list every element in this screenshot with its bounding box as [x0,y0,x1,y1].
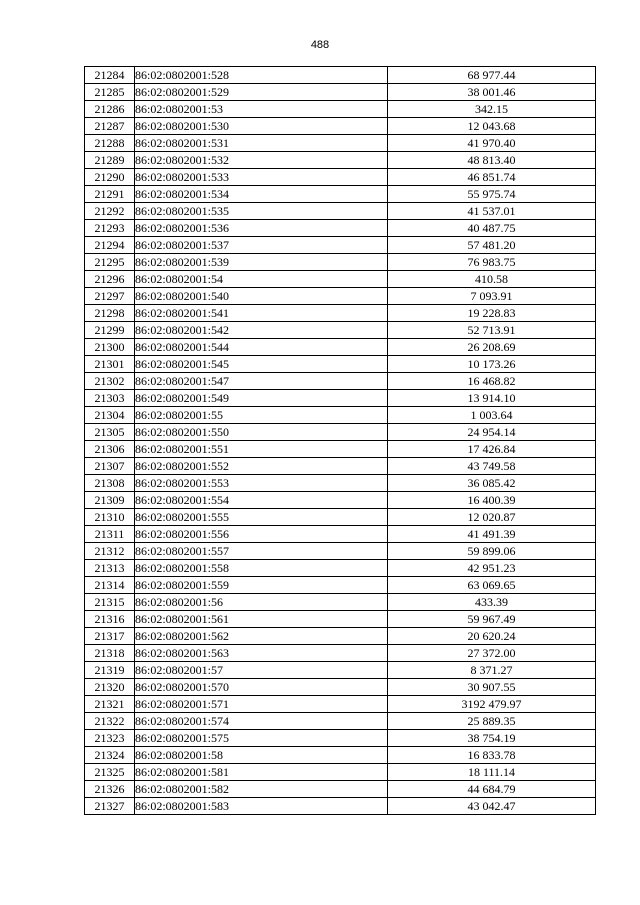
table-row [85,254,596,271]
cadastral-number-cell: 86:02:0802001:537 [135,237,388,254]
value-cell: 16 833.78 [388,747,596,764]
row-number-cell: 21289 [85,152,135,169]
table-row [85,526,596,543]
row-number-cell: 21316 [85,611,135,628]
table-row [85,305,596,322]
value-cell: 10 173.26 [388,356,596,373]
row-number-cell: 21325 [85,764,135,781]
value-cell: 7 093.91 [388,288,596,305]
table-row [85,356,596,373]
row-number-cell: 21309 [85,492,135,509]
value-cell: 48 813.40 [388,152,596,169]
row-number-cell: 21292 [85,203,135,220]
page-number: 488 [310,39,330,51]
cadastral-number-cell: 86:02:0802001:528 [135,67,388,84]
table-row [85,373,596,390]
value-cell: 342.15 [388,101,596,118]
cadastral-number-cell: 86:02:0802001:583 [135,798,388,815]
row-number-cell: 21285 [85,84,135,101]
row-number-cell: 21302 [85,373,135,390]
table-row [85,475,596,492]
value-cell: 59 899.06 [388,543,596,560]
cadastral-number-cell: 86:02:0802001:539 [135,254,388,271]
table-row [85,577,596,594]
cadastral-value-table [84,66,596,815]
value-cell: 410.58 [388,271,596,288]
table-row [85,169,596,186]
table-row [85,441,596,458]
cadastral-number-cell: 86:02:0802001:570 [135,679,388,696]
cadastral-number-cell: 86:02:0802001:533 [135,169,388,186]
cadastral-number-cell: 86:02:0802001:581 [135,764,388,781]
row-number-cell: 21320 [85,679,135,696]
row-number-cell: 21291 [85,186,135,203]
table-row [85,679,596,696]
table-row [85,152,596,169]
value-cell: 20 620.24 [388,628,596,645]
value-cell: 1 003.64 [388,407,596,424]
row-number-cell: 21323 [85,730,135,747]
cadastral-number-cell: 86:02:0802001:553 [135,475,388,492]
cadastral-number-cell: 86:02:0802001:561 [135,611,388,628]
table-row [85,220,596,237]
cadastral-number-cell: 86:02:0802001:531 [135,135,388,152]
row-number-cell: 21304 [85,407,135,424]
row-number-cell: 21299 [85,322,135,339]
cadastral-number-cell: 86:02:0802001:54 [135,271,388,288]
row-number-cell: 21315 [85,594,135,611]
value-cell: 3192 479.97 [388,696,596,713]
value-cell: 12 020.87 [388,509,596,526]
table-row [85,203,596,220]
value-cell: 41 537.01 [388,203,596,220]
row-number-cell: 21307 [85,458,135,475]
row-number-cell: 21300 [85,339,135,356]
row-number-cell: 21314 [85,577,135,594]
table-row [85,509,596,526]
table-row [85,492,596,509]
cadastral-number-cell: 86:02:0802001:535 [135,203,388,220]
table-row [85,781,596,798]
value-cell: 43 749.58 [388,458,596,475]
table-row [85,628,596,645]
value-cell: 43 042.47 [388,798,596,815]
table-row [85,135,596,152]
table-row [85,339,596,356]
cadastral-number-cell: 86:02:0802001:552 [135,458,388,475]
table-body [85,67,596,815]
cadastral-number-cell: 86:02:0802001:530 [135,118,388,135]
value-cell: 76 983.75 [388,254,596,271]
cadastral-number-cell: 86:02:0802001:582 [135,781,388,798]
table-row [85,611,596,628]
row-number-cell: 21294 [85,237,135,254]
table-row [85,186,596,203]
cadastral-number-cell: 86:02:0802001:541 [135,305,388,322]
cadastral-number-cell: 86:02:0802001:558 [135,560,388,577]
table-row [85,730,596,747]
value-cell: 18 111.14 [388,764,596,781]
cadastral-number-cell: 86:02:0802001:57 [135,662,388,679]
row-number-cell: 21306 [85,441,135,458]
table-row [85,560,596,577]
value-cell: 16 468.82 [388,373,596,390]
row-number-cell: 21303 [85,390,135,407]
row-number-cell: 21312 [85,543,135,560]
row-number-cell: 21311 [85,526,135,543]
table-row [85,662,596,679]
table-row [85,764,596,781]
table-row [85,118,596,135]
row-number-cell: 21313 [85,560,135,577]
value-cell: 16 400.39 [388,492,596,509]
value-cell: 17 426.84 [388,441,596,458]
row-number-cell: 21286 [85,101,135,118]
value-cell: 41 491.39 [388,526,596,543]
table-row [85,407,596,424]
cadastral-number-cell: 86:02:0802001:562 [135,628,388,645]
table-row [85,713,596,730]
table-row [85,390,596,407]
value-cell: 57 481.20 [388,237,596,254]
value-cell: 30 907.55 [388,679,596,696]
value-cell: 24 954.14 [388,424,596,441]
cadastral-number-cell: 86:02:0802001:574 [135,713,388,730]
cadastral-number-cell: 86:02:0802001:53 [135,101,388,118]
row-number-cell: 21301 [85,356,135,373]
cadastral-number-cell: 86:02:0802001:550 [135,424,388,441]
row-number-cell: 21296 [85,271,135,288]
value-cell: 26 208.69 [388,339,596,356]
row-number-cell: 21318 [85,645,135,662]
value-cell: 433.39 [388,594,596,611]
value-cell: 55 975.74 [388,186,596,203]
value-cell: 25 889.35 [388,713,596,730]
value-cell: 41 970.40 [388,135,596,152]
row-number-cell: 21288 [85,135,135,152]
row-number-cell: 21310 [85,509,135,526]
row-number-cell: 21287 [85,118,135,135]
value-cell: 40 487.75 [388,220,596,237]
cadastral-number-cell: 86:02:0802001:529 [135,84,388,101]
value-cell: 63 069.65 [388,577,596,594]
table-row [85,237,596,254]
table-row [85,271,596,288]
table-row [85,798,596,815]
cadastral-number-cell: 86:02:0802001:536 [135,220,388,237]
value-cell: 12 043.68 [388,118,596,135]
table-row [85,594,596,611]
table-row [85,458,596,475]
row-number-cell: 21319 [85,662,135,679]
table-row [85,288,596,305]
row-number-cell: 21290 [85,169,135,186]
cadastral-number-cell: 86:02:0802001:540 [135,288,388,305]
value-cell: 44 684.79 [388,781,596,798]
cadastral-number-cell: 86:02:0802001:559 [135,577,388,594]
row-number-cell: 21297 [85,288,135,305]
table-row [85,747,596,764]
table-row [85,645,596,662]
row-number-cell: 21317 [85,628,135,645]
table-row [85,84,596,101]
cadastral-number-cell: 86:02:0802001:556 [135,526,388,543]
value-cell: 27 372.00 [388,645,596,662]
cadastral-number-cell: 86:02:0802001:571 [135,696,388,713]
cadastral-number-cell: 86:02:0802001:551 [135,441,388,458]
value-cell: 46 851.74 [388,169,596,186]
table-row [85,424,596,441]
cadastral-number-cell: 86:02:0802001:549 [135,390,388,407]
row-number-cell: 21327 [85,798,135,815]
value-cell: 13 914.10 [388,390,596,407]
cadastral-number-cell: 86:02:0802001:554 [135,492,388,509]
value-cell: 59 967.49 [388,611,596,628]
cadastral-number-cell: 86:02:0802001:547 [135,373,388,390]
cadastral-number-cell: 86:02:0802001:557 [135,543,388,560]
cadastral-number-cell: 86:02:0802001:55 [135,407,388,424]
value-cell: 68 977.44 [388,67,596,84]
cadastral-number-cell: 86:02:0802001:563 [135,645,388,662]
cadastral-number-cell: 86:02:0802001:532 [135,152,388,169]
cadastral-number-cell: 86:02:0802001:56 [135,594,388,611]
value-cell: 38 754.19 [388,730,596,747]
row-number-cell: 21322 [85,713,135,730]
row-number-cell: 21308 [85,475,135,492]
row-number-cell: 21324 [85,747,135,764]
cadastral-number-cell: 86:02:0802001:555 [135,509,388,526]
value-cell: 8 371.27 [388,662,596,679]
cadastral-number-cell: 86:02:0802001:575 [135,730,388,747]
row-number-cell: 21293 [85,220,135,237]
row-number-cell: 21305 [85,424,135,441]
cadastral-number-cell: 86:02:0802001:542 [135,322,388,339]
table-row [85,67,596,84]
cadastral-number-cell: 86:02:0802001:545 [135,356,388,373]
row-number-cell: 21298 [85,305,135,322]
row-number-cell: 21284 [85,67,135,84]
cadastral-number-cell: 86:02:0802001:534 [135,186,388,203]
table-row [85,543,596,560]
value-cell: 52 713.91 [388,322,596,339]
row-number-cell: 21295 [85,254,135,271]
table-row [85,696,596,713]
row-number-cell: 21326 [85,781,135,798]
row-number-cell: 21321 [85,696,135,713]
value-cell: 19 228.83 [388,305,596,322]
value-cell: 42 951.23 [388,560,596,577]
value-cell: 36 085.42 [388,475,596,492]
table-row [85,322,596,339]
cadastral-number-cell: 86:02:0802001:58 [135,747,388,764]
table-row [85,101,596,118]
value-cell: 38 001.46 [388,84,596,101]
cadastral-number-cell: 86:02:0802001:544 [135,339,388,356]
